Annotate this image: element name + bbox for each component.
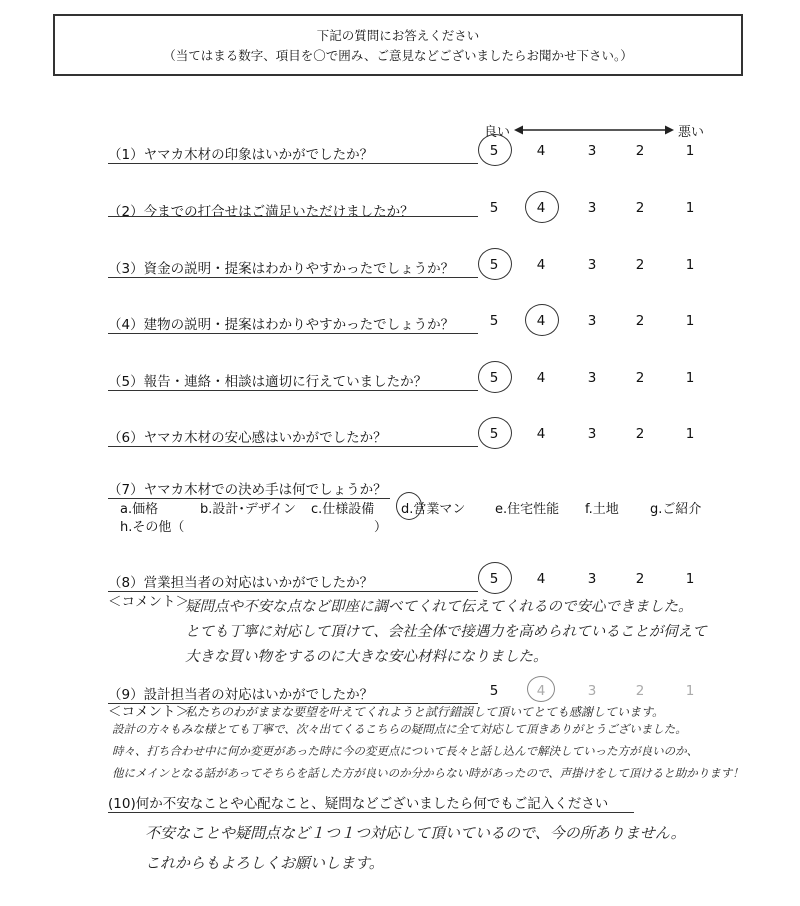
instructions-box [53, 14, 743, 76]
comment-line: 大きな買い物をするのに大きな安心材料になりました。 [185, 649, 548, 665]
rating-5[interactable]: 5 [489, 200, 499, 216]
rating-5[interactable]: 5 [489, 426, 499, 442]
instructions-subtitle: （当てはまる数字、項目を〇で囲み、ご意見などございましたらお聞かせ下さい。） [163, 48, 633, 63]
rating-1[interactable]: 1 [685, 370, 695, 386]
option-performance[interactable]: e.住宅性能 [495, 502, 560, 517]
rating-2[interactable]: 2 [635, 313, 645, 329]
rating-1[interactable]: 1 [685, 426, 695, 442]
comment-label: ＜コメント＞ [108, 594, 189, 610]
rating-5[interactable]: 5 [489, 683, 499, 699]
rating-4[interactable]: 4 [536, 200, 546, 216]
rating-4[interactable]: 4 [536, 313, 546, 329]
rating-2[interactable]: 2 [635, 200, 645, 216]
rating-3[interactable]: 3 [587, 426, 597, 442]
rating-3[interactable]: 3 [587, 143, 597, 159]
option-design[interactable]: b.設計･デザイン [200, 502, 296, 517]
rating-4[interactable]: 4 [536, 257, 546, 273]
scale-bad-label: 悪い [678, 125, 705, 140]
rating-3[interactable]: 3 [587, 313, 597, 329]
comment-label: ＜コメント＞ [108, 704, 189, 720]
rating-1[interactable]: 1 [685, 571, 695, 587]
option-price[interactable]: a.価格 [120, 502, 159, 517]
comment-line: 時々、打ち合わせ中に何か変更があった時に今の変更点について長々と話し込んで解決していった方が良いのか、 [112, 744, 699, 758]
rating-5[interactable]: 5 [489, 313, 499, 329]
comment-line: 他にメインとなる話があってそちらを話した方が良いのか分からない時があったので、声掛けをして頂けると助かります！ [112, 766, 744, 780]
answer-line: これからもよろしくお願いします。 [145, 854, 384, 872]
rating-1[interactable]: 1 [685, 257, 695, 273]
rating-4[interactable]: 4 [536, 683, 546, 699]
rating-3[interactable]: 3 [587, 571, 597, 587]
scale-arrow-icon [514, 124, 674, 136]
rating-1[interactable]: 1 [685, 200, 695, 216]
question-1: （1）ヤマカ木材の印象はいかがでしたか？ [108, 143, 478, 164]
option-land[interactable]: f.土地 [585, 502, 619, 517]
question-2-underline [108, 216, 478, 217]
question-9: （9）設計担当者の対応はいかがでしたか？ [108, 683, 478, 704]
question-5: （5）報告・連絡・相談は適切に行えていましたか？ [108, 370, 478, 391]
option-other[interactable]: h.その他（ [120, 520, 185, 535]
rating-3[interactable]: 3 [587, 257, 597, 273]
rating-2[interactable]: 2 [635, 426, 645, 442]
question-4: （4）建物の説明・提案はわかりやすかったでしょうか？ [108, 313, 478, 334]
rating-5[interactable]: 5 [489, 571, 499, 587]
rating-1[interactable]: 1 [685, 313, 695, 329]
rating-3[interactable]: 3 [587, 370, 597, 386]
rating-5[interactable]: 5 [489, 143, 499, 159]
comment-line: とても丁寧に対応して頂けて、会社全体で接遇力を高められていることが伺えて [185, 624, 707, 640]
question-3: （3）資金の説明・提案はわかりやすかったでしょうか？ [108, 257, 478, 278]
option-referral[interactable]: g.ご紹介 [650, 502, 702, 517]
rating-4[interactable]: 4 [536, 571, 546, 587]
rating-5[interactable]: 5 [489, 257, 499, 273]
rating-3[interactable]: 3 [587, 200, 597, 216]
rating-3[interactable]: 3 [587, 683, 597, 699]
answer-line: 不安なことや疑問点など１つ１つ対応して頂いているので、今の所ありません。 [145, 824, 686, 842]
rating-2[interactable]: 2 [635, 370, 645, 386]
question-7: （7）ヤマカ木材での決め手は何でしょうか？ [108, 478, 390, 499]
question-10: (10)何か不安なことや心配なこと、疑問などございましたら何でもご記入ください [108, 792, 634, 813]
option-other-close: ） [374, 520, 388, 535]
rating-2[interactable]: 2 [635, 683, 645, 699]
option-equipment[interactable]: c.仕様設備 [311, 502, 375, 517]
question-6: （6）ヤマカ木材の安心感はいかがでしたか？ [108, 426, 478, 447]
rating-4[interactable]: 4 [536, 370, 546, 386]
instructions-title: 下記の質問にお答えください [316, 28, 480, 43]
scale-good-label: 良い [484, 125, 511, 140]
question-8: （8）営業担当者の対応はいかがでしたか？ [108, 571, 478, 592]
rating-1[interactable]: 1 [685, 683, 695, 699]
comment-line: 私たちのわがままな要望を叶えてくれようと試行錯誤して頂いてとても感謝しています。 [185, 705, 665, 719]
rating-4[interactable]: 4 [536, 426, 546, 442]
rating-2[interactable]: 2 [635, 571, 645, 587]
rating-5[interactable]: 5 [489, 370, 499, 386]
rating-2[interactable]: 2 [635, 143, 645, 159]
rating-4[interactable]: 4 [536, 143, 546, 159]
rating-1[interactable]: 1 [685, 143, 695, 159]
rating-2[interactable]: 2 [635, 257, 645, 273]
question-2: （2）今までの打合せはご満足いただけましたか？ [108, 204, 414, 220]
comment-line: 設計の方々もみな様とても丁寧で、次々出てくるこちらの疑問点に全て対応して頂きありがとうございました。 [112, 722, 687, 736]
option-sales-rep[interactable]: d.営業マン [401, 502, 466, 517]
comment-line: 疑問点や不安な点など即座に調べてくれて伝えてくれるので安心できました。 [185, 599, 693, 615]
